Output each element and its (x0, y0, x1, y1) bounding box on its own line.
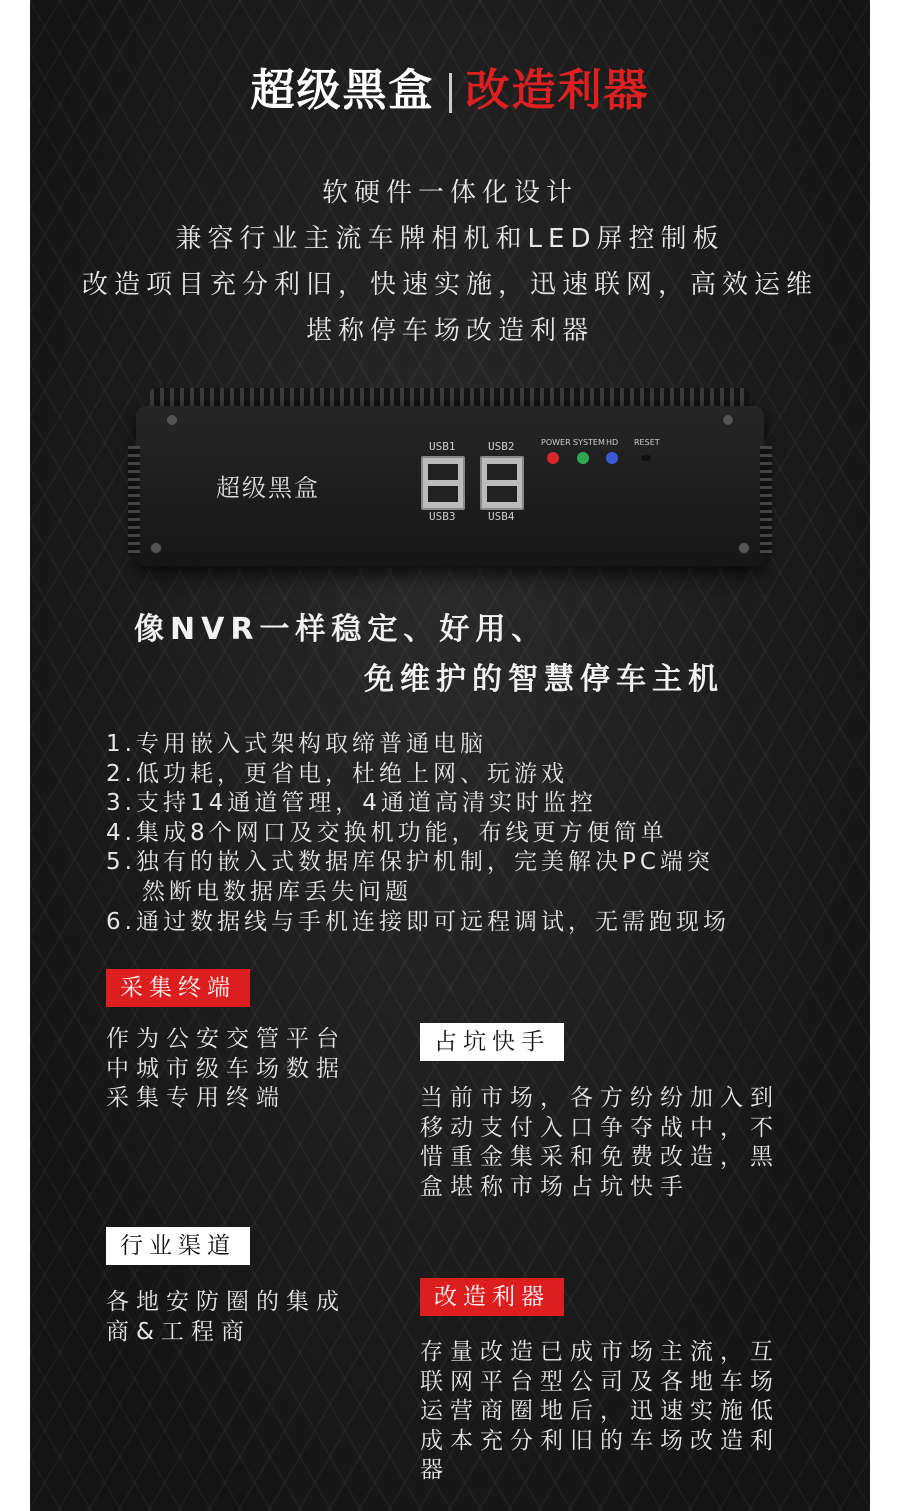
text-line: 器 (420, 1457, 450, 1484)
usb-port-icon (480, 456, 524, 510)
reset-button-icon (641, 455, 651, 461)
led-label: RESET (634, 438, 660, 447)
tag-retrofit-tool: 改造利器 (420, 1278, 564, 1316)
feature-list (106, 730, 730, 937)
text-line: 移动支付入口争夺战中，不 (420, 1114, 780, 1141)
device-body (136, 406, 764, 566)
screw-icon (738, 542, 750, 554)
led-label: POWER (541, 438, 571, 447)
feature-item: 然断电数据库丢失问题 (142, 878, 412, 905)
tag-occupy-fast: 占坑快手 (420, 1023, 564, 1061)
occupy-fast-text (420, 1084, 780, 1202)
title-divider (449, 73, 452, 113)
intro-text (30, 170, 870, 354)
system-led-icon (577, 452, 589, 464)
poster (30, 0, 870, 1511)
device-label: 超级黑盒 (216, 474, 320, 502)
usb-label: USB3 (429, 510, 456, 523)
intro-line: 改造项目充分利旧，快速实施，迅速联网，高效运维 (81, 270, 818, 300)
text-line: 作为公安交管平台 (106, 1026, 346, 1052)
led-label: HD (606, 438, 619, 447)
screw-icon (166, 414, 178, 426)
intro-line: 兼容行业主流车牌相机和LED屏控制板 (175, 224, 725, 254)
feature-item: 2.低功耗，更省电，杜绝上网、玩游戏 (106, 760, 568, 787)
device-image (136, 388, 764, 574)
feature-item: 5.独有的嵌入式数据库保护机制，完美解决PC端突 (106, 849, 714, 876)
text-line: 各地安防圈的集成 (106, 1289, 346, 1315)
usb-label: USB2 (488, 440, 515, 453)
text-line: 成本充分利旧的车场改造利 (420, 1427, 780, 1454)
title-right: 改造利器 (465, 65, 650, 116)
slogan-line-1: 像NVR一样稳定、好用、 (134, 612, 548, 647)
tag-collect-terminal: 采集终端 (106, 969, 250, 1007)
text-line: 采集专用终端 (106, 1085, 286, 1112)
power-led-icon (547, 452, 559, 464)
led-label: SYSTEM (573, 438, 605, 447)
collect-terminal-text (106, 1025, 346, 1114)
hd-led-icon (606, 452, 618, 464)
page-title (30, 54, 870, 118)
text-line: 盒堪称市场占坑快手 (420, 1173, 690, 1200)
industry-channel-text (106, 1288, 346, 1347)
text-line: 商&工程商 (106, 1318, 251, 1345)
title-left: 超级黑盒 (250, 65, 435, 116)
usb-label: USB4 (488, 510, 515, 523)
screw-icon (722, 414, 734, 426)
device-fins-left (128, 446, 140, 556)
intro-line: 软硬件一体化设计 (321, 178, 578, 208)
text-line: 运营商圈地后，迅速实施低 (420, 1398, 780, 1425)
feature-item: 6.通过数据线与手机连接即可远程调试，无需跑现场 (106, 908, 730, 935)
tag-industry-channel: 行业渠道 (106, 1227, 250, 1265)
usb-label: USB1 (429, 440, 456, 453)
text-line: 存量改造已成市场主流，互 (420, 1339, 780, 1365)
feature-item: 1.专用嵌入式架构取缔普通电脑 (106, 731, 487, 757)
intro-line: 堪称停车场改造利器 (305, 316, 594, 346)
feature-item: 4.集成8个网口及交换机功能，布线更方便简单 (106, 819, 668, 846)
text-line: 联网平台型公司及各地车场 (420, 1368, 780, 1395)
feature-item: 3.支持14通道管理，4通道高清实时监控 (106, 790, 597, 817)
retrofit-tool-text (420, 1338, 780, 1486)
slogan-line-2: 免维护的智慧停车主机 (364, 662, 724, 697)
text-line: 惜重金集采和免费改造，黑 (420, 1144, 780, 1171)
text-line: 当前市场，各方纷纷加入到 (420, 1085, 780, 1111)
device-fins-right (760, 446, 772, 556)
screw-icon (150, 542, 162, 554)
text-line: 中城市级车场数据 (106, 1055, 346, 1082)
usb-port-icon (421, 456, 465, 510)
